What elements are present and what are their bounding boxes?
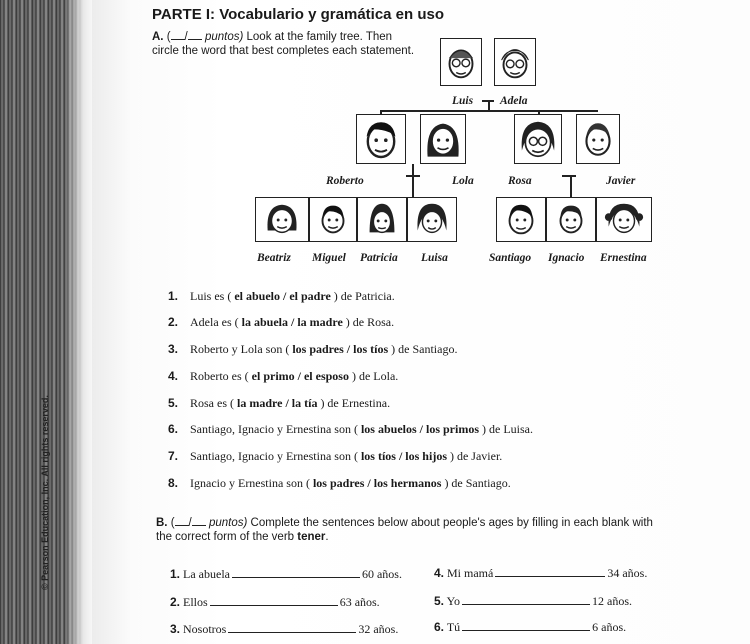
answer-choices[interactable]: el primo / el esposo — [251, 369, 349, 383]
question-5: 5. Rosa es ( la madre / la tía ) de Ernestina. — [168, 396, 391, 410]
face-icon — [421, 115, 465, 163]
face-icon — [310, 198, 356, 241]
question-7: 7. Santiago, Ignacio y Ernestina son ( los tíos / los hijos ) de Javier. — [168, 449, 503, 463]
part-a-letter: A. — [152, 31, 164, 43]
answer-choices[interactable]: la abuela / la madre — [241, 315, 343, 329]
face-icon — [497, 198, 545, 241]
question-6: 6. Santiago, Ignacio y Ernestina son ( los abuelos / los primos ) de Luisa. — [168, 422, 533, 436]
face-icon — [495, 39, 535, 85]
name-luis: Luis — [452, 95, 474, 107]
tree-line — [562, 175, 576, 177]
portrait-ignacio — [546, 197, 596, 242]
portrait-ernestina — [596, 197, 652, 242]
face-icon — [597, 198, 651, 241]
name-ignacio: Ignacio — [548, 252, 585, 264]
answer-blank[interactable] — [228, 622, 356, 633]
name-patricia: Patricia — [360, 252, 398, 264]
name-luisa: Luisa — [421, 252, 448, 264]
tree-line — [488, 100, 490, 110]
answer-blank[interactable] — [495, 566, 605, 577]
answer-choices[interactable]: los padres / los tíos — [292, 342, 389, 356]
tree-line — [412, 164, 414, 197]
question-8: 8. Ignacio y Ernestina son ( los padres / los hermanos ) de Santiago. — [168, 476, 511, 490]
age-item-1: 1. La abuela 60 años. — [170, 567, 402, 581]
tree-line — [570, 175, 572, 197]
face-icon — [547, 198, 595, 241]
age-item-4: 4. Mi mamá 34 años. — [434, 566, 648, 580]
name-beatriz: Beatriz — [257, 252, 291, 264]
question-1: 1. Luis es ( el abuelo / el padre ) de Patricia. — [168, 289, 395, 303]
name-ernestina: Ernestina — [600, 252, 647, 264]
face-icon — [515, 115, 561, 163]
question-3: 3. Roberto y Lola son ( los padres / los tíos ) de Santiago. — [168, 342, 458, 356]
name-adela: Adela — [500, 95, 528, 107]
part-b-letter: B. — [156, 517, 168, 529]
verb-tener: tener — [297, 531, 326, 543]
portrait-adela — [494, 38, 536, 86]
face-icon — [256, 198, 308, 241]
answer-blank[interactable] — [210, 595, 338, 606]
question-2: 2. Adela es ( la abuela / la madre ) de Rosa. — [168, 315, 395, 329]
portrait-luis — [440, 38, 482, 86]
tree-line — [538, 110, 540, 114]
name-miguel: Miguel — [312, 252, 346, 264]
age-item-2: 2. Ellos 63 años. — [170, 595, 380, 609]
tree-line — [380, 110, 382, 114]
portrait-roberto — [356, 114, 406, 164]
face-icon — [408, 198, 456, 241]
portrait-santiago — [496, 197, 546, 242]
face-icon — [358, 198, 406, 241]
answer-blank[interactable] — [462, 620, 590, 631]
portrait-luisa — [407, 197, 457, 242]
answer-blank[interactable] — [462, 594, 590, 605]
portrait-beatriz — [255, 197, 309, 242]
portrait-patricia — [357, 197, 407, 242]
portrait-miguel — [309, 197, 357, 242]
face-icon — [357, 115, 405, 163]
copyright-notice: © Pearson Education, Inc. All rights reserved. — [40, 395, 50, 590]
tree-line — [380, 110, 598, 112]
answer-choices[interactable]: los tíos / los hijos — [360, 449, 447, 463]
answer-choices[interactable]: el abuelo / el padre — [234, 289, 331, 303]
part-a-points: ( / puntos) — [166, 31, 244, 43]
face-icon — [577, 115, 619, 163]
face-icon — [441, 39, 481, 85]
answer-choices[interactable]: los padres / los hermanos — [312, 476, 442, 490]
part-a-text: Look at the family tree. Then circle the word that best completes each statement. — [152, 31, 415, 57]
answer-choices[interactable]: la madre / la tía — [237, 396, 318, 410]
answer-choices[interactable]: los abuelos / los primos — [360, 422, 479, 436]
age-item-5: 5. Yo 12 años. — [434, 594, 633, 608]
portrait-rosa — [514, 114, 562, 164]
page-title: PARTE I: Vocabulario y gramática en uso — [152, 6, 445, 23]
part-b-instructions: B. ( / puntos) Complete the sentences below about people's ages by filling in each blank with the correct form of the verb tener. — [156, 517, 653, 543]
name-roberto: Roberto — [326, 175, 364, 187]
name-javier: Javier — [606, 175, 636, 187]
portrait-lola — [420, 114, 466, 164]
name-rosa: Rosa — [508, 175, 532, 187]
age-item-3: 3. Nosotros 32 años. — [170, 622, 399, 636]
part-b-points: ( / puntos) — [170, 517, 248, 529]
part-a-instructions — [152, 29, 422, 58]
question-4: 4. Roberto es ( el primo / el esposo ) de Lola. — [168, 369, 399, 383]
name-santiago: Santiago — [489, 252, 532, 264]
age-item-6: 6. Tú 6 años. — [434, 620, 627, 634]
portrait-javier — [576, 114, 620, 164]
answer-blank[interactable] — [232, 567, 360, 578]
name-lola: Lola — [452, 175, 474, 187]
